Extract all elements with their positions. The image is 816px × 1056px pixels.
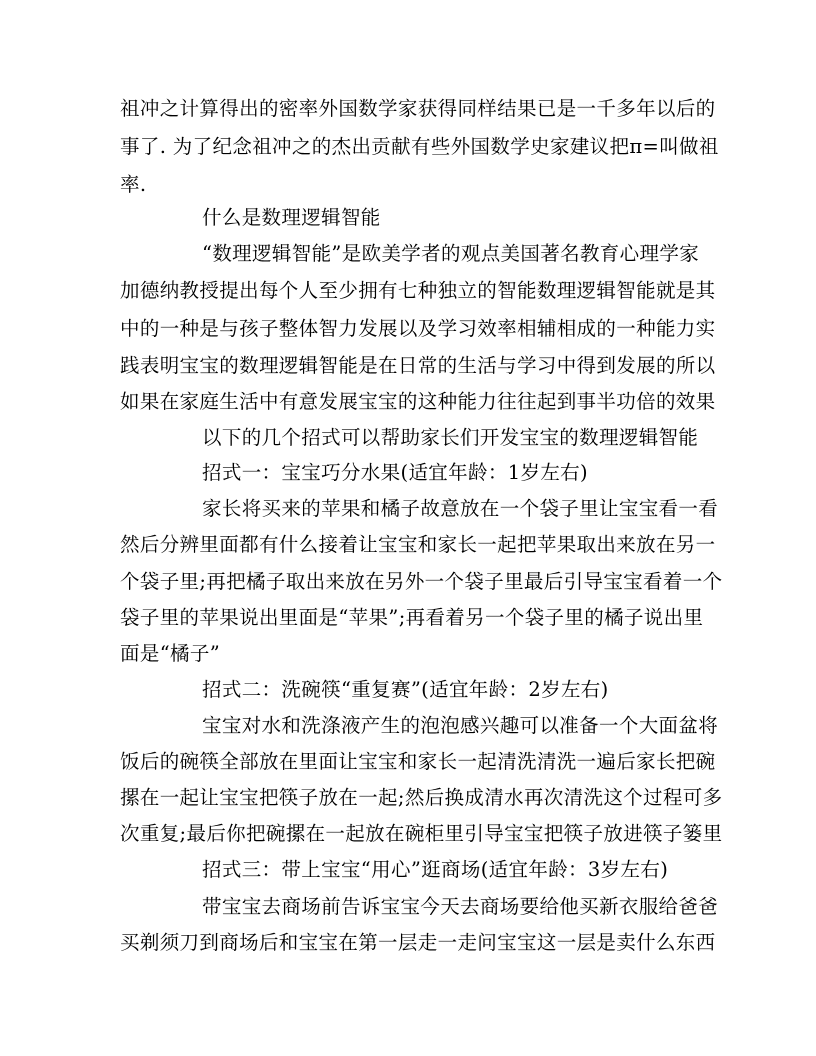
paragraph-line: 然后分辨里面都有什么接着让宝宝和家长一起把苹果取出来放在另一 xyxy=(120,533,716,556)
paragraph-line: 次重复;最后你把碗摞在一起放在碗柜里引导宝宝把筷子放进筷子篓里 xyxy=(120,822,723,845)
paragraph-line: 宝宝对水和洗涤液产生的泡泡感兴趣可以准备一个大面盆将 xyxy=(202,714,719,737)
paragraph-line: 买剃须刀到商场后和宝宝在第一层走一走问宝宝这一层是卖什么东西 xyxy=(120,931,716,954)
paragraph-line: 事了. 为了纪念祖冲之的杰出贡献有些外国数学史家建议把π=叫做祖 xyxy=(120,135,719,158)
section-heading: 招式三：带上宝宝“用心”逛商场(适宜年龄：3岁左右) xyxy=(202,858,669,881)
paragraph-line: 中的一种是与孩子整体智力发展以及学习效率相辅相成的一种能力实 xyxy=(120,317,716,340)
paragraph-line: 如果在家庭生活中有意发展宝宝的这种能力往往起到事半功倍的效果 xyxy=(120,390,716,413)
paragraph-line: 祖冲之计算得出的密率外国数学家获得同样结果已是一千多年以后的 xyxy=(120,97,716,120)
paragraph-line: 践表明宝宝的数理逻辑智能是在日常的生活与学习中得到发展的所以 xyxy=(120,354,716,377)
paragraph-line: 个袋子里;再把橘子取出来放在另外一个袋子里最后引导宝宝看着一个 xyxy=(120,570,723,593)
paragraph-line: 率. xyxy=(120,173,147,196)
paragraph-line: 带宝宝去商场前告诉宝宝今天去商场要给他买新衣服给爸爸 xyxy=(202,895,719,918)
section-heading: 招式二：洗碗筷“重复赛”(适宜年龄：2岁左右) xyxy=(202,678,609,701)
paragraph-line: 加德纳教授提出每个人至少拥有七种独立的智能数理逻辑智能就是其 xyxy=(120,279,716,302)
paragraph-line: 饭后的碗筷全部放在里面让宝宝和家长一起清洗清洗一遍后家长把碗 xyxy=(120,750,716,773)
section-heading: 招式一：宝宝巧分水果(适宜年龄：1岁左右) xyxy=(202,461,588,484)
paragraph-line: 袋子里的苹果说出里面是“苹果”;再看着另一个袋子里的橘子说出里 xyxy=(120,606,704,629)
paragraph-line: 以下的几个招式可以帮助家长们开发宝宝的数理逻辑智能 xyxy=(202,426,699,449)
section-heading: 什么是数理逻辑智能 xyxy=(202,206,381,229)
paragraph-line: 面是“橘子” xyxy=(120,642,221,665)
paragraph-line: “数理逻辑智能”是欧美学者的观点美国著名教育心理学家 xyxy=(202,242,700,265)
paragraph-line: 摞在一起让宝宝把筷子放在一起;然后换成清水再次清洗这个过程可多 xyxy=(120,786,723,809)
paragraph-line: 家长将买来的苹果和橘子故意放在一个袋子里让宝宝看一看 xyxy=(202,497,719,520)
